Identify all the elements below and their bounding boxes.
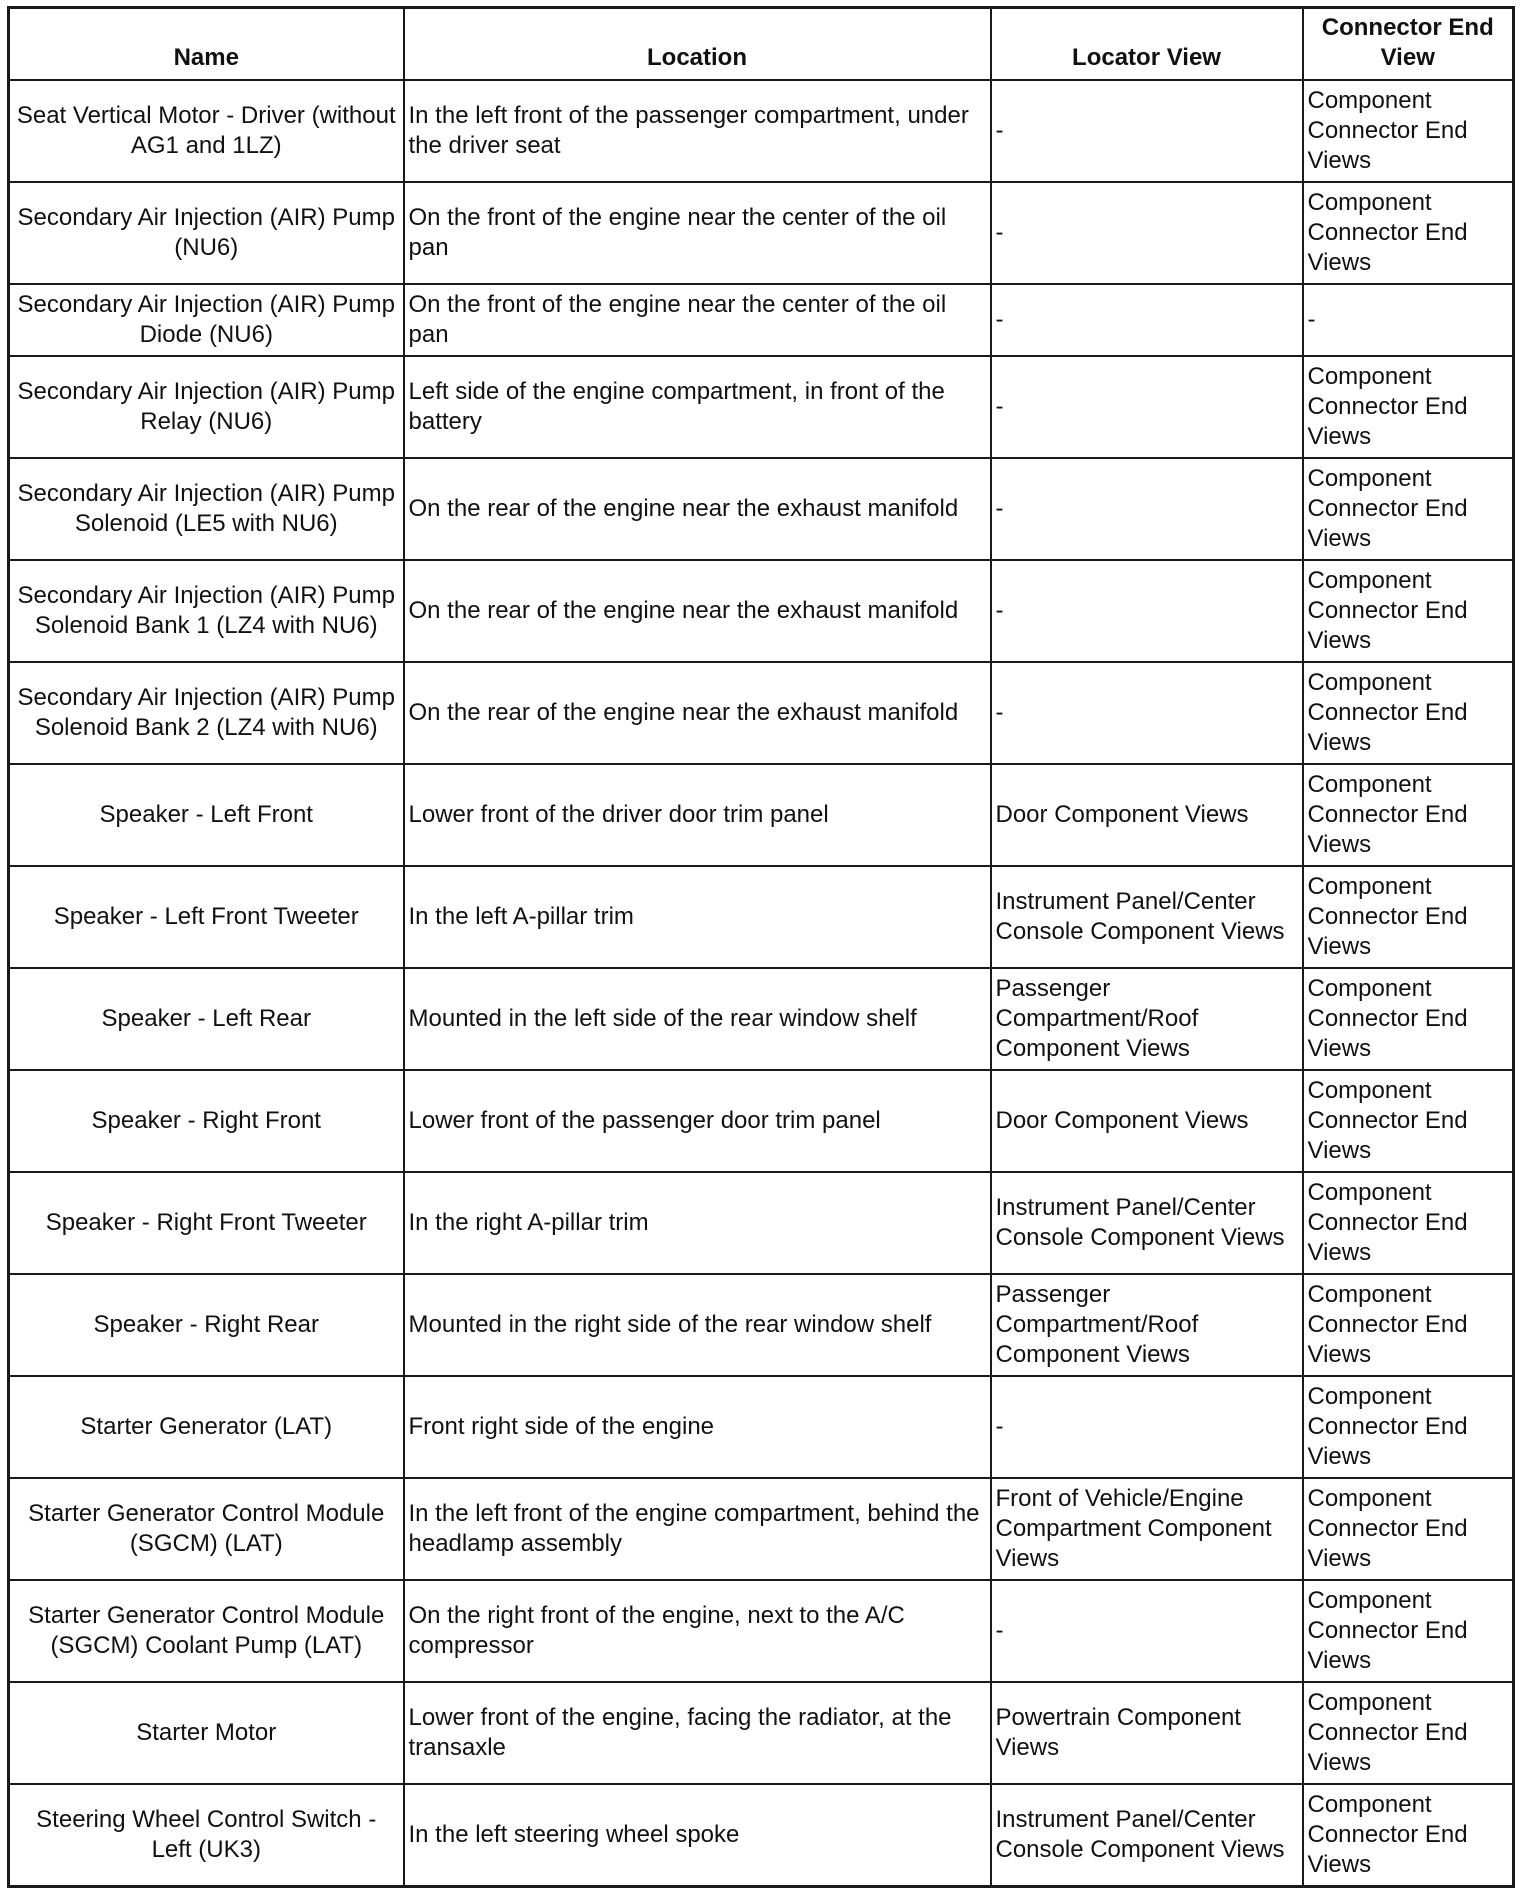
cell-location: Front right side of the engine	[404, 1376, 991, 1478]
cell-locator-view: -	[991, 458, 1303, 560]
table-row	[9, 356, 1514, 458]
table-row	[9, 1478, 1514, 1580]
cell-location: In the left A-pillar trim	[404, 866, 991, 968]
cell-connector-end-view: Component Connector End Views	[1303, 1070, 1514, 1172]
cell-locator-view: -	[991, 80, 1303, 182]
cell-connector-end-view: Component Connector End Views	[1303, 560, 1514, 662]
cell-connector-end-view: Component Connector End Views	[1303, 1580, 1514, 1682]
cell-connector-end-view: Component Connector End Views	[1303, 1172, 1514, 1274]
cell-name: Secondary Air Injection (AIR) Pump Solenoid Bank 2 (LZ4 with NU6)	[9, 662, 404, 764]
header-location: Location	[404, 8, 991, 81]
table-row	[9, 1070, 1514, 1172]
cell-connector-end-view: Component Connector End Views	[1303, 1376, 1514, 1478]
header-name: Name	[9, 8, 404, 81]
table-row	[9, 1172, 1514, 1274]
cell-location: Lower front of the driver door trim panel	[404, 764, 991, 866]
cell-name: Speaker - Left Rear	[9, 968, 404, 1070]
cell-connector-end-view: Component Connector End Views	[1303, 1274, 1514, 1376]
cell-location: In the left front of the engine compartment, behind the headlamp assembly	[404, 1478, 991, 1580]
table-row	[9, 662, 1514, 764]
cell-location: On the right front of the engine, next to the A/C compressor	[404, 1580, 991, 1682]
cell-connector-end-view: Component Connector End Views	[1303, 80, 1514, 182]
cell-name: Speaker - Right Front Tweeter	[9, 1172, 404, 1274]
cell-location: Lower front of the passenger door trim panel	[404, 1070, 991, 1172]
component-locator-table	[7, 6, 1515, 1888]
cell-connector-end-view: Component Connector End Views	[1303, 1682, 1514, 1784]
table-row	[9, 80, 1514, 182]
table-row	[9, 182, 1514, 284]
cell-name: Speaker - Right Rear	[9, 1274, 404, 1376]
table-row	[9, 1274, 1514, 1376]
table-row	[9, 764, 1514, 866]
cell-name: Steering Wheel Control Switch - Left (UK3)	[9, 1784, 404, 1887]
cell-locator-view: Door Component Views	[991, 1070, 1303, 1172]
table-row	[9, 560, 1514, 662]
cell-locator-view: -	[991, 182, 1303, 284]
cell-locator-view: Powertrain Component Views	[991, 1682, 1303, 1784]
cell-name: Speaker - Right Front	[9, 1070, 404, 1172]
cell-location: Lower front of the engine, facing the radiator, at the transaxle	[404, 1682, 991, 1784]
cell-name: Secondary Air Injection (AIR) Pump Solenoid (LE5 with NU6)	[9, 458, 404, 560]
cell-location: Mounted in the left side of the rear window shelf	[404, 968, 991, 1070]
cell-name: Speaker - Left Front Tweeter	[9, 866, 404, 968]
cell-location: On the rear of the engine near the exhaust manifold	[404, 560, 991, 662]
cell-connector-end-view: Component Connector End Views	[1303, 764, 1514, 866]
cell-locator-view: Passenger Compartment/Roof Component Views	[991, 1274, 1303, 1376]
cell-locator-view: -	[991, 284, 1303, 356]
cell-locator-view: -	[991, 356, 1303, 458]
cell-locator-view: Instrument Panel/Center Console Component Views	[991, 1172, 1303, 1274]
cell-location: In the left steering wheel spoke	[404, 1784, 991, 1887]
cell-location: On the rear of the engine near the exhaust manifold	[404, 458, 991, 560]
cell-location: In the right A-pillar trim	[404, 1172, 991, 1274]
cell-locator-view: Passenger Compartment/Roof Component Views	[991, 968, 1303, 1070]
table-row	[9, 458, 1514, 560]
cell-locator-view: -	[991, 662, 1303, 764]
cell-locator-view: Instrument Panel/Center Console Component Views	[991, 866, 1303, 968]
cell-name: Seat Vertical Motor - Driver (without AG1 and 1LZ)	[9, 80, 404, 182]
cell-locator-view: Instrument Panel/Center Console Component Views	[991, 1784, 1303, 1887]
cell-name: Secondary Air Injection (AIR) Pump Solenoid Bank 1 (LZ4 with NU6)	[9, 560, 404, 662]
cell-connector-end-view: Component Connector End Views	[1303, 866, 1514, 968]
cell-locator-view: -	[991, 1580, 1303, 1682]
cell-locator-view: Front of Vehicle/Engine Compartment Component Views	[991, 1478, 1303, 1580]
cell-name: Speaker - Left Front	[9, 764, 404, 866]
cell-connector-end-view: Component Connector End Views	[1303, 968, 1514, 1070]
cell-connector-end-view: Component Connector End Views	[1303, 1478, 1514, 1580]
table-header-row	[9, 8, 1514, 81]
cell-location: On the front of the engine near the center of the oil pan	[404, 182, 991, 284]
header-locator-view: Locator View	[991, 8, 1303, 81]
cell-name: Starter Generator Control Module (SGCM) Coolant Pump (LAT)	[9, 1580, 404, 1682]
cell-locator-view: -	[991, 1376, 1303, 1478]
table-row	[9, 1784, 1514, 1887]
cell-name: Secondary Air Injection (AIR) Pump Diode (NU6)	[9, 284, 404, 356]
cell-location: Left side of the engine compartment, in front of the battery	[404, 356, 991, 458]
table-row	[9, 284, 1514, 356]
cell-locator-view: Door Component Views	[991, 764, 1303, 866]
cell-name: Secondary Air Injection (AIR) Pump Relay (NU6)	[9, 356, 404, 458]
table-row	[9, 1682, 1514, 1784]
cell-name: Starter Generator (LAT)	[9, 1376, 404, 1478]
cell-name: Secondary Air Injection (AIR) Pump (NU6)	[9, 182, 404, 284]
cell-location: On the front of the engine near the center of the oil pan	[404, 284, 991, 356]
table-row	[9, 1580, 1514, 1682]
cell-name: Starter Generator Control Module (SGCM) (LAT)	[9, 1478, 404, 1580]
cell-name: Starter Motor	[9, 1682, 404, 1784]
cell-connector-end-view: -	[1303, 284, 1514, 356]
cell-connector-end-view: Component Connector End Views	[1303, 356, 1514, 458]
cell-connector-end-view: Component Connector End Views	[1303, 662, 1514, 764]
table-row	[9, 1376, 1514, 1478]
header-connector-end-view: Connector End View	[1303, 8, 1514, 81]
cell-connector-end-view: Component Connector End Views	[1303, 182, 1514, 284]
cell-connector-end-view: Component Connector End Views	[1303, 1784, 1514, 1887]
table-row	[9, 968, 1514, 1070]
table-row	[9, 866, 1514, 968]
cell-locator-view: -	[991, 560, 1303, 662]
cell-location: In the left front of the passenger compartment, under the driver seat	[404, 80, 991, 182]
cell-location: Mounted in the right side of the rear window shelf	[404, 1274, 991, 1376]
cell-location: On the rear of the engine near the exhaust manifold	[404, 662, 991, 764]
cell-connector-end-view: Component Connector End Views	[1303, 458, 1514, 560]
